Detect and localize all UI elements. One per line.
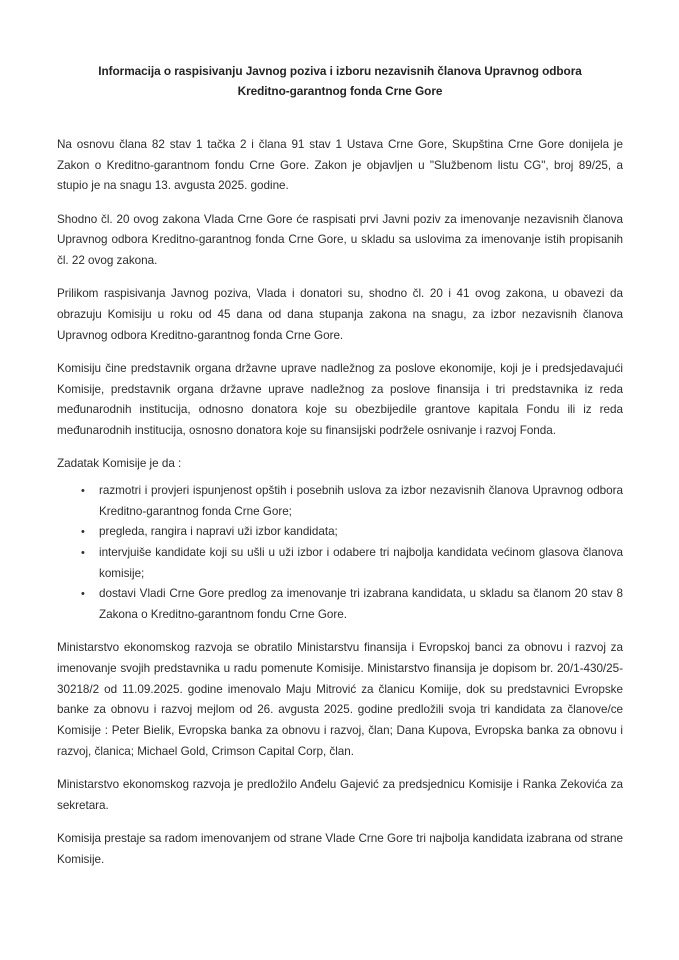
list-item [57, 543, 623, 584]
list-item-label: pregleda, rangira i napravi uži izbor kandidata; [99, 525, 338, 539]
title-spacer [57, 101, 623, 135]
commission-tasks-list [57, 481, 623, 626]
list-item-label: razmotri i provjeri ispunjenost opštih i posebnih uslova za izbor nezavisnih članova Upravnog odbora Kreditno-garantnog fonda Crne Gore; [99, 483, 623, 518]
bullet-icon: • [81, 546, 85, 559]
list-item [57, 522, 623, 543]
document-content [57, 62, 623, 883]
paragraph-commission-formation: Prilikom raspisivanja Javnog poziva, Vlada i donatori su, shodno čl. 20 i 41 ovog zakona, u obavezi da obrazuju Komisiju u roku od 45 dana od dana stupanja zakona na snagu, za izbor nezavisnih članova Upravnog odbora Kreditno-garantnog fonda Crne Gore. [57, 287, 623, 342]
commission-tasks-list-block [57, 481, 623, 626]
paragraph-ministry-correspondence: Ministarstvo ekonomskog razvoja se obratilo Ministarstvu finansija i Evropskoj banci za obnovu i razvoj za imenovanje svojih predstavnika u radu pomenute Komisije. Ministarstvo finansija je dopisom br. 20/1-430/25-30218/2 od 11.09.2025. godine imenovalo Maju Mitrović za članicu Komiije, dok su predstavnici Evropske banke za obnovu i razvoj mejlom od 26. avgusta 2025. godine predložili svoja tri kandidata za članove/ce Komisije : Peter Bielik, Evropska banka za obnovu i razvoj, član; Dana Kupova, Evropska banka za obnovu i razvoj, članica; Michael Gold, Crimson Capital Corp, član. [57, 641, 623, 758]
paragraph-public-call: Shodno čl. 20 ovog zakona Vlada Crne Gore će raspisati prvi Javni poziv za imenovanje nezavisnih članova Upravnog odbora Kreditno-garantnog fonda Crne Gore, u skladu sa uslovima za imenovanje istih propisanih čl. 22 ovog zakona. [57, 212, 623, 268]
paragraph-legal-basis: Na osnovu člana 82 stav 1 tačka 2 i člana 91 stav 1 Ustava Crne Gore, Skupština Crne Gore donijela je Zakon o Kreditno-garantnom fondu Crne Gore. Zakon je objavljen u "Službenom listu CG", broj 89/25, a stupio je na snagu 13. avgusta 2025. godine. [57, 138, 623, 193]
page-title-line-2: Kreditno-garantnog fonda Crne Gore [237, 83, 443, 98]
list-item [57, 584, 623, 625]
bullet-icon: • [81, 484, 85, 497]
paragraph-commission-composition: Komisiju čine predstavnik organa državne uprave nadležnog za poslove ekonomije, koji je i predsjedavajući Komisije, predstavnik organa državne uprave nadležnog za poslove finansija i tri predstavnika iz reda međunarodnih institucija, odnosno donatora koje su obezbijedile grantove kapitala Fondu ili iz reda međunarodnih institucija, osnosno donatora koje su finansijski podržele osnivanje i razvoj Fonda. [57, 361, 623, 437]
list-item [57, 481, 623, 522]
list-item-label: dostavi Vladi Crne Gore predlog za imenovanje tri izabrana kandidata, u skladu sa članom 20 stav 8 Zakona o Kreditno-garantnom fondu Crne Gore. [99, 587, 623, 622]
paragraph-commission-termination: Komisija prestaje sa radom imenovanjem od strane Vlade Crne Gore tri najbolja kandidata izabrana od strane Komisije. [57, 831, 623, 866]
list-item-label: intervjuiše kandidate koji su ušli u uži izbor i odabere tri najbolja kandidata većinom glasova članova komisije; [99, 545, 623, 580]
paragraph-tasks-intro: Zadatak Komisije je da : [57, 457, 182, 471]
bullet-icon: • [81, 526, 85, 539]
page-title-line-1: Informacija o raspisivanju Javnog poziva i izboru nezavisnih članova Upravnog odbora [98, 64, 582, 78]
paragraph-ministry-nominations: Ministarstvo ekonomskog razvoja je predložilo Anđelu Gajević za predsjednicu Komisije i Ranka Zekovića za sekretara. [57, 777, 623, 812]
page-title [57, 62, 623, 101]
bullet-icon: • [81, 588, 85, 601]
